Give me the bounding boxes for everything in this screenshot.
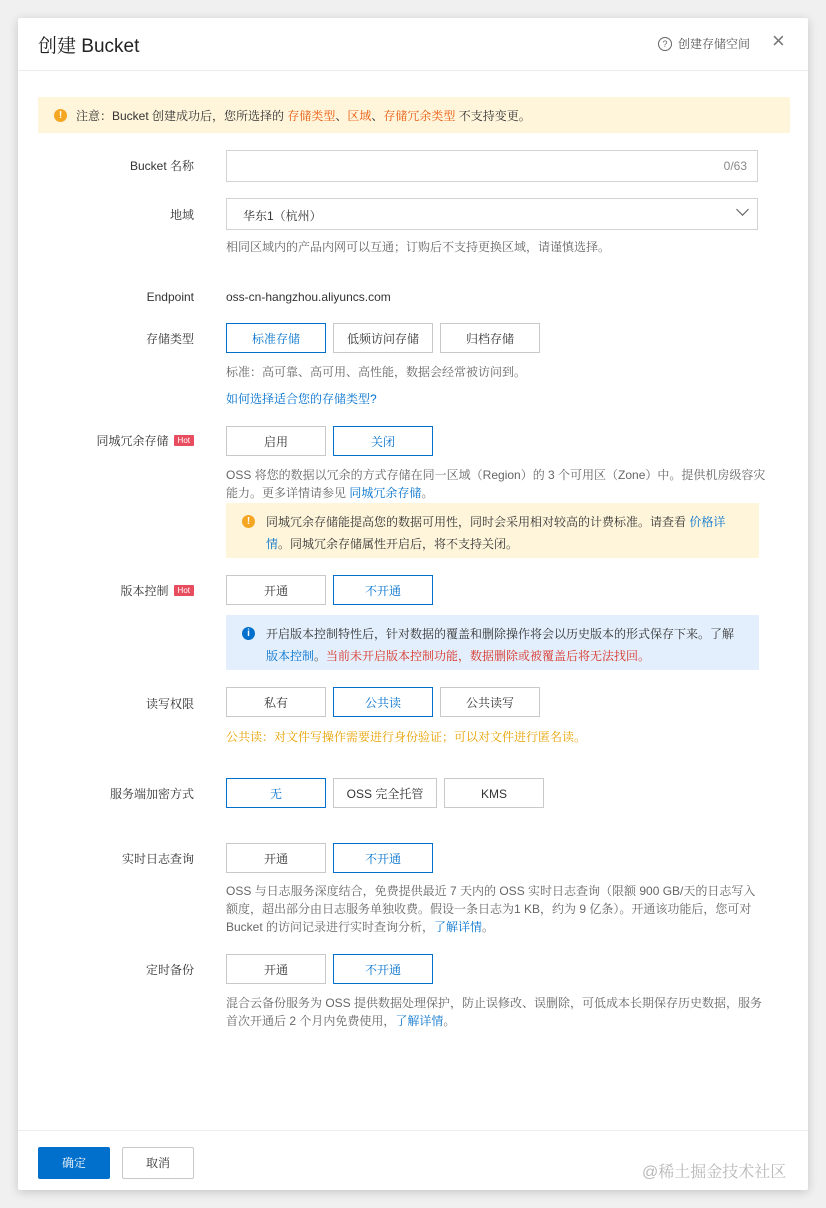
backup-detail-link[interactable]: 了解详情 — [395, 1014, 444, 1028]
realtime-log-label: 实时日志查询 — [121, 852, 194, 866]
backup-label: 定时备份 — [145, 963, 194, 977]
dialog-header — [18, 18, 808, 71]
versioning-doc-link[interactable]: 版本控制 — [266, 649, 315, 663]
storage-class-standard[interactable]: 标准存储 — [226, 323, 326, 353]
backup-disable-button[interactable]: 不开通 — [333, 954, 433, 984]
endpoint-value: oss-cn-hangzhou.aliyuncs.com — [226, 290, 391, 304]
watermark: @稀土掘金技术社区 — [642, 1164, 787, 1181]
hot-badge: Hot — [174, 585, 194, 596]
region-label: 地域 — [169, 208, 194, 222]
zrs-disable-button[interactable]: 关闭 — [333, 426, 433, 456]
dialog-footer — [18, 1130, 808, 1191]
versioning-disable-button[interactable]: 不开通 — [333, 575, 433, 605]
storage-class-ia[interactable]: 低频访问存储 — [333, 323, 433, 353]
question-icon: ? — [658, 37, 672, 51]
hot-badge: Hot — [174, 435, 194, 446]
encryption-kms-button[interactable]: KMS — [444, 778, 544, 808]
realtime-log-enable-button[interactable]: 开通 — [226, 843, 326, 873]
bucket-name-input[interactable] — [226, 150, 758, 182]
realtime-log-disable-button[interactable]: 不开通 — [333, 843, 433, 873]
encryption-label: 服务端加密方式 — [109, 787, 194, 801]
zrs-enable-button[interactable]: 启用 — [226, 426, 326, 456]
acl-public-read-button[interactable]: 公共读 — [333, 687, 433, 717]
storage-class-help: 标准：高可靠、高可用、高性能，数据会经常被访问到。 — [226, 365, 527, 379]
help-link-label: 创建存储空间 — [678, 37, 751, 51]
acl-private-button[interactable]: 私有 — [226, 687, 326, 717]
zrs-alert-text: 同城冗余存储能提高您的数据可用性，同时会采用相对较高的计费标准。请查看 价格详情。同城冗余存储属性开启后，将不支持关闭。 — [266, 515, 726, 551]
immutable-notice — [38, 97, 790, 133]
confirm-button[interactable]: 确定 — [38, 1147, 110, 1179]
acl-label: 读写权限 — [145, 697, 194, 711]
realtime-log-detail-link[interactable]: 了解详情 — [434, 920, 483, 934]
endpoint-label: Endpoint — [146, 290, 194, 304]
help-link[interactable] — [658, 35, 750, 52]
pricing-detail-link[interactable]: 价格详情 — [266, 515, 726, 551]
info-icon: i — [242, 627, 255, 640]
acl-public-read-write-button[interactable]: 公共读写 — [440, 687, 540, 717]
zrs-help: OSS 将您的数据以冗余的方式存储在同一区域（Region）的 3 个可用区（Zone）中。提供机房级容灾能力。更多详情请参见 同城冗余存储。 — [226, 468, 766, 500]
cancel-button[interactable]: 取消 — [122, 1147, 194, 1179]
dialog-title: 创建 Bucket — [38, 36, 140, 57]
backup-enable-button[interactable]: 开通 — [226, 954, 326, 984]
storage-class-archive[interactable]: 归档存储 — [440, 323, 540, 353]
realtime-log-help: OSS 与日志服务深度结合，免费提供最近 7 天内的 OSS 实时日志查询（限额 900 GB/天的日志写入额度，超出部分由日志服务单独收费。假设一条日志为1 KB，约为 9 亿条）。开通该功能后，您可对 Bucket 的访问记录进行实时查询分析，了解详情。 — [226, 884, 756, 934]
region-selected-value: 华东1（杭州） — [243, 209, 322, 223]
chevron-down-icon — [736, 203, 749, 216]
zrs-label: 同城冗余存储 Hot — [18, 432, 194, 449]
storage-class-guide-link[interactable]: 如何选择适合您的存储类型? — [226, 392, 377, 406]
acl-warning: 公共读：对文件写操作需要进行身份验证；可以对文件进行匿名读。 — [226, 730, 587, 744]
zrs-help-link[interactable]: 同城冗余存储 — [349, 486, 422, 500]
versioning-enable-button[interactable]: 开通 — [226, 575, 326, 605]
encryption-none-button[interactable]: 无 — [226, 778, 326, 808]
encryption-oss-managed-button[interactable]: OSS 完全托管 — [333, 778, 437, 808]
backup-help: 混合云备份服务为 OSS 提供数据处理保护，防止误修改、误删除，可低成本长期保存历史数据，服务首次开通后 2 个月内免费使用，了解详情。 — [226, 996, 763, 1028]
char-counter: 0/63 — [723, 159, 747, 173]
zrs-pricing-alert — [226, 503, 759, 558]
versioning-alert-text: 开启版本控制特性后，针对数据的覆盖和删除操作将会以历史版本的形式保存下来。了解 版本控制。当前未开启版本控制功能，数据删除或被覆盖后将无法找回。 — [266, 627, 735, 663]
notice-text: 注意：Bucket 创建成功后，您所选择的 存储类型、区域、存储冗余类型 不支持变更。 — [76, 108, 531, 123]
storage-class-label: 存储类型 — [145, 332, 194, 346]
bucket-name-label: Bucket 名称 — [129, 159, 194, 173]
warning-icon: ! — [54, 109, 67, 122]
region-select[interactable] — [226, 198, 758, 230]
close-icon[interactable]: × — [772, 28, 785, 53]
create-bucket-dialog — [18, 18, 808, 1190]
region-help: 相同区域内的产品内网可以互通；订购后不支持更换区域，请谨慎选择。 — [226, 240, 611, 254]
versioning-label: 版本控制 Hot — [18, 582, 194, 599]
versioning-info-alert — [226, 615, 759, 670]
warning-icon: ! — [242, 515, 255, 528]
